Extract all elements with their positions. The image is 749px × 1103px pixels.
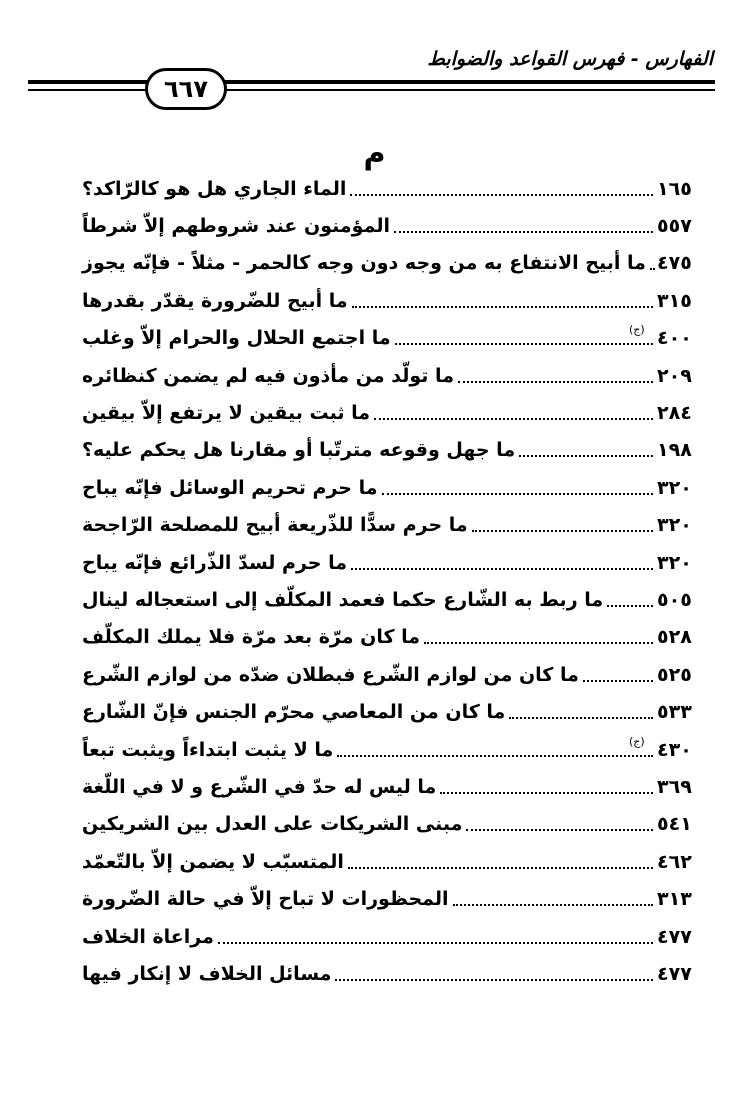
index-entry xyxy=(82,656,719,693)
entry-page-number xyxy=(657,514,719,536)
entry-page-number xyxy=(657,439,719,461)
leader-dots xyxy=(348,867,653,869)
leader-dots xyxy=(394,231,653,233)
index-entries xyxy=(82,170,719,993)
page-ref: ٣٢٠ xyxy=(657,514,692,537)
entry-text: مبنى الشريكات على العدل بين الشريكين xyxy=(82,813,463,836)
index-entry xyxy=(82,469,719,506)
entry-text: ما حرم تحريم الوسائل فإنّه يباح xyxy=(82,476,378,499)
leader-dots xyxy=(458,381,653,383)
entry-text: ما حرم سدًّا للذّريعة أبيح للمصلحة الرّاجحة xyxy=(82,514,468,537)
entry-page-number xyxy=(657,290,719,312)
index-entry xyxy=(82,693,719,730)
leader-dots xyxy=(440,792,653,794)
leader-dots xyxy=(519,455,653,457)
entry-page-number xyxy=(657,888,719,910)
header-rule-left-thin xyxy=(28,89,148,91)
page-number: ٦٦٧ xyxy=(145,68,227,110)
page-ref: ٤٠٠ xyxy=(657,327,692,350)
entry-page-number xyxy=(657,477,719,499)
page-ref: ٤٣٠ xyxy=(657,738,692,761)
entry-mark: (ج) xyxy=(629,323,645,337)
entry-text: الماء الجاري هل هو كالرّاكد؟ xyxy=(82,177,347,200)
leader-dots xyxy=(337,755,653,757)
entry-page-number xyxy=(629,323,719,350)
page-ref: ٥٤١ xyxy=(657,813,692,836)
entry-text: مراعاة الخلاف xyxy=(82,925,214,948)
entry-page-number xyxy=(657,664,719,686)
entry-page-number xyxy=(629,734,719,761)
page-ref: ٥٠٥ xyxy=(657,588,692,611)
leader-dots xyxy=(335,979,653,981)
entry-page-number xyxy=(657,963,719,985)
leader-dots xyxy=(650,268,653,270)
entry-text: ما أبيح للضّرورة يقدّر بقدرها xyxy=(82,289,348,312)
entry-page-number xyxy=(657,813,719,835)
entry-page-number xyxy=(657,701,719,723)
index-entry xyxy=(82,880,719,917)
entry-page-number xyxy=(657,215,719,237)
header-rule-left xyxy=(28,80,148,84)
index-entry xyxy=(82,394,719,431)
leader-dots xyxy=(509,717,653,719)
index-entry xyxy=(82,955,719,992)
index-entry xyxy=(82,544,719,581)
page-ref: ٤٧٧ xyxy=(657,925,692,948)
entry-page-number xyxy=(657,178,719,200)
entry-page-number xyxy=(657,626,719,648)
leader-dots xyxy=(607,605,653,607)
entry-page-number xyxy=(657,589,719,611)
index-entry xyxy=(82,768,719,805)
page-ref: ٢٠٩ xyxy=(657,364,692,387)
entry-text: ما ثبت بيقين لا يرتفع إلاّ بيقين xyxy=(82,402,370,425)
entry-text: ما لا يثبت ابتداءاً ويثبت تبعاً xyxy=(82,738,334,761)
leader-dots xyxy=(583,680,653,682)
page-ref: ٥٣٣ xyxy=(657,701,692,724)
leader-dots xyxy=(466,829,653,831)
leader-dots xyxy=(350,194,653,196)
entry-page-number xyxy=(657,402,719,424)
entry-text: المحظورات لا تباح إلاّ في حالة الضّرورة xyxy=(82,888,449,911)
page-ref: ٢٨٤ xyxy=(657,402,692,425)
index-entry xyxy=(82,918,719,955)
entry-text: المؤمنون عند شروطهم إلاّ شرطاً xyxy=(82,215,390,238)
index-entry xyxy=(82,432,719,469)
index-entry xyxy=(82,619,719,656)
index-entry xyxy=(82,245,719,282)
index-entry xyxy=(82,170,719,207)
page-ref: ٥٢٥ xyxy=(657,663,692,686)
page-ref: ٣٢٠ xyxy=(657,476,692,499)
page-ref: ٣٢٠ xyxy=(657,551,692,574)
entry-page-number xyxy=(657,252,719,274)
index-entry xyxy=(82,207,719,244)
entry-page-number xyxy=(657,776,719,798)
index-entry xyxy=(82,806,719,843)
entry-page-number xyxy=(657,851,719,873)
entry-mark: (ج) xyxy=(629,734,645,748)
entry-text: ما تولّد من مأذون فيه لم يضمن كنظائره xyxy=(82,364,454,387)
entry-page-number xyxy=(657,552,719,574)
leader-dots xyxy=(351,568,653,570)
leader-dots xyxy=(374,418,653,420)
leader-dots xyxy=(218,942,653,944)
page-ref: ٤٧٥ xyxy=(657,252,692,275)
page-ref: ٥٢٨ xyxy=(657,626,692,649)
index-entry xyxy=(82,581,719,618)
leader-dots xyxy=(453,904,653,906)
leader-dots xyxy=(382,493,653,495)
entry-text: ما ربط به الشّارع حكما فعمد المكلّف إلى استعجاله لينال xyxy=(82,588,604,611)
page-ref: ١٦٥ xyxy=(657,177,692,200)
leader-dots xyxy=(395,343,653,345)
page-ref: ١٩٨ xyxy=(657,439,692,462)
entry-text: ما أبيح الانتفاع به من وجه دون وجه كالحمر - مثلاً - فإنّه يجوز xyxy=(82,252,646,275)
leader-dots xyxy=(424,642,653,644)
index-entry xyxy=(82,282,719,319)
leader-dots xyxy=(352,306,653,308)
entry-text: ما كان من لوازم الشّرع فبطلان ضدّه من لوازم الشّرع xyxy=(82,663,579,686)
page-ref: ٤٦٢ xyxy=(657,850,692,873)
index-entry xyxy=(82,357,719,394)
page-ref: ٣١٣ xyxy=(657,888,692,911)
page-ref: ٥٥٧ xyxy=(657,215,692,238)
section-letter: م xyxy=(363,136,386,171)
index-entry xyxy=(82,320,719,357)
index-entry xyxy=(82,731,719,768)
entry-text: ما كان من المعاصي محرّم الجنس فإنّ الشّارع xyxy=(82,701,506,724)
page-ref: ٣١٥ xyxy=(657,289,692,312)
index-entry xyxy=(82,507,719,544)
entry-text: ما حرم لسدّ الذّرائع فإنّه يباح xyxy=(82,551,347,574)
entry-page-number xyxy=(657,926,719,948)
entry-text: ما جهل وقوعه مترتّبا أو مقارنا هل يحكم عليه؟ xyxy=(82,439,516,462)
entry-page-number xyxy=(657,365,719,387)
entry-text: ما كان مرّة بعد مرّة فلا يملك المكلّف xyxy=(82,626,421,649)
index-entry xyxy=(82,843,719,880)
entry-text: مسائل الخلاف لا إنكار فيها xyxy=(82,962,332,985)
entry-text: ما اجتمع الحلال والحرام إلاّ وغلب xyxy=(82,327,391,350)
page-ref: ٤٧٧ xyxy=(657,962,692,985)
leader-dots xyxy=(472,530,653,532)
entry-text: المتسبّب لا يضمن إلاّ بالتّعمّد xyxy=(82,850,344,873)
entry-text: ما ليس له حدّ في الشّرع و لا في اللّغة xyxy=(82,775,437,798)
running-header: الفهارس - فهرس القواعد والضوابط xyxy=(427,48,713,70)
page-ref: ٣٦٩ xyxy=(657,775,692,798)
